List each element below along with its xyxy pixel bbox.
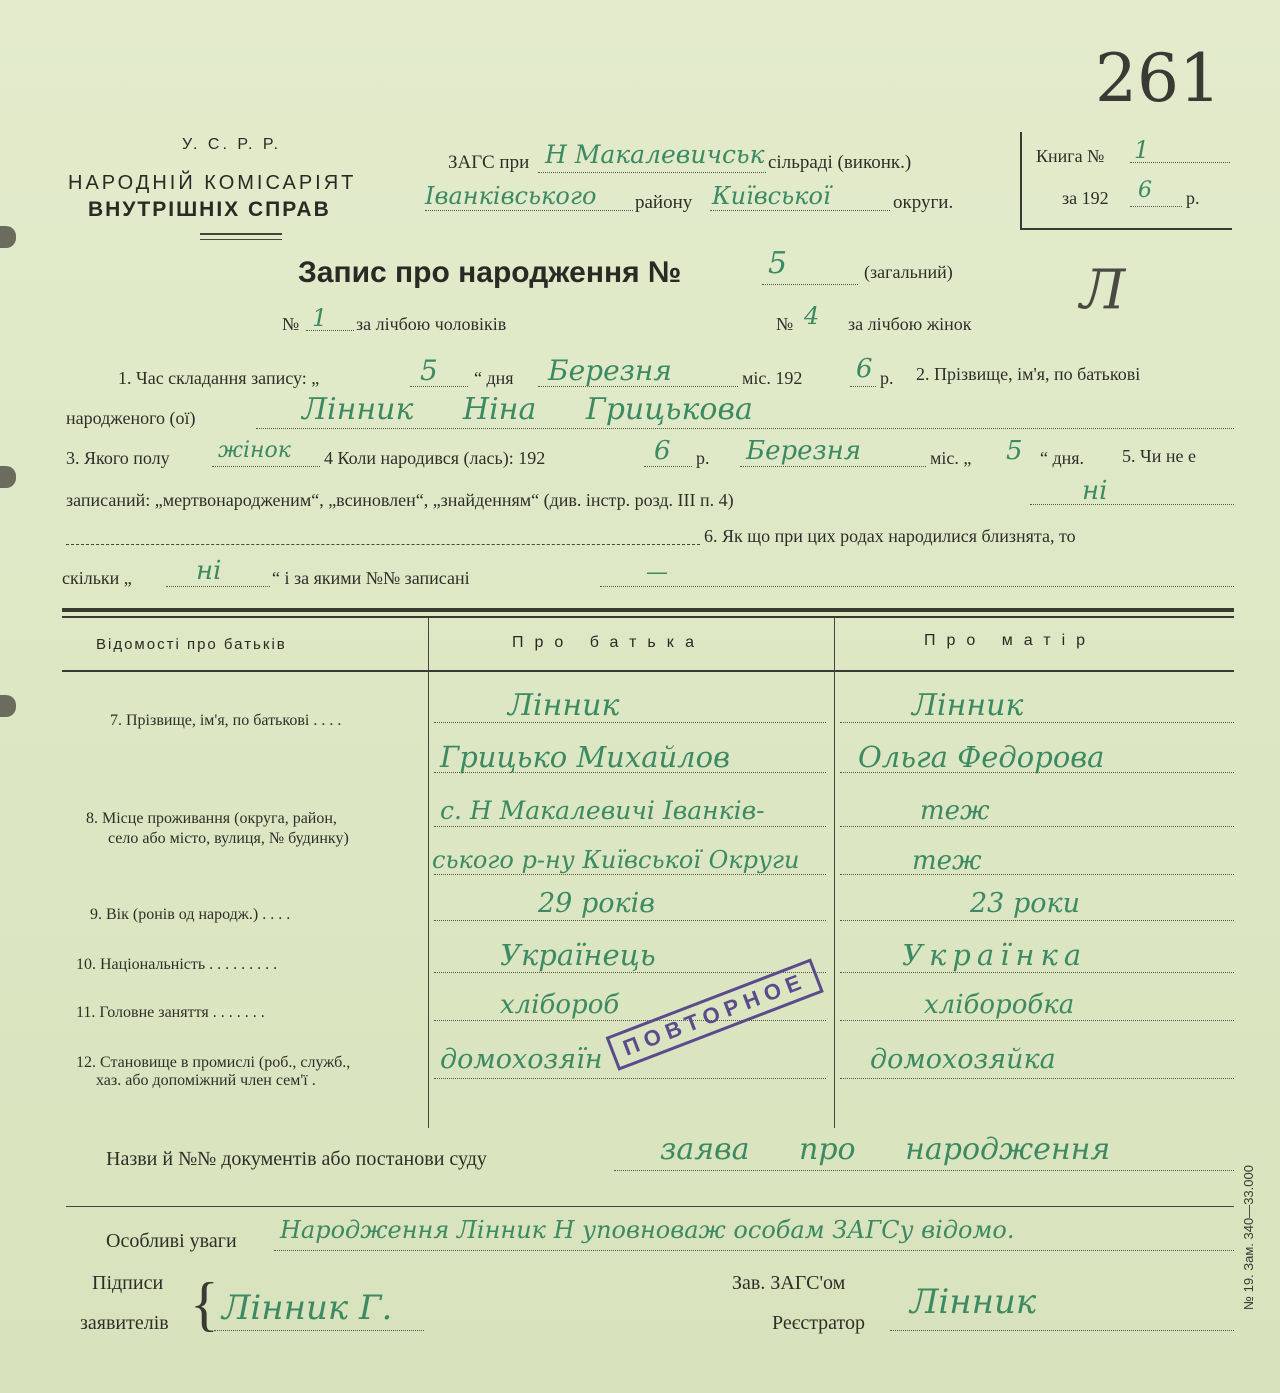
father-surname: Лінник bbox=[508, 688, 620, 723]
mother-surname: Лінник bbox=[912, 688, 1024, 723]
birth-day-label: “ дня. bbox=[1040, 448, 1085, 468]
dotted-line bbox=[840, 772, 1234, 773]
dotted-line bbox=[600, 586, 1234, 587]
dotted-line bbox=[538, 386, 738, 387]
father-address-1: с. Н Макалевичі Іванків- bbox=[440, 796, 765, 825]
applicant-signature: Лінник Г. bbox=[222, 1288, 393, 1328]
mother-nationality: Українка bbox=[902, 938, 1088, 972]
q6-line2-b: “ і за якими №№ записані bbox=[272, 568, 470, 588]
row8-label2: село або місто, вулиця, № будинку) bbox=[108, 830, 349, 847]
father-age: 29 років bbox=[538, 888, 655, 919]
men-prefix: № bbox=[282, 314, 300, 334]
dotted-line bbox=[762, 284, 858, 285]
dotted-line bbox=[214, 1330, 424, 1331]
birth-day: 5 bbox=[1006, 436, 1023, 466]
dotted-line bbox=[614, 1170, 1234, 1171]
row8-label: 8. Місце проживання (округа, район, bbox=[86, 810, 337, 827]
men-label: за лічбою чоловіків bbox=[356, 314, 507, 334]
row12-label: 12. Становище в промислі (роб., служб., bbox=[76, 1054, 351, 1071]
men-number: 1 bbox=[312, 304, 328, 332]
birth-month-label: міс. „ bbox=[930, 448, 972, 468]
archive-number: 261 bbox=[1095, 40, 1221, 117]
birth-month: Березня bbox=[746, 436, 862, 466]
q2-line2: народженого (ої) bbox=[66, 408, 196, 428]
q1-month: Березня bbox=[548, 354, 672, 387]
punch-hole bbox=[0, 695, 16, 717]
dotted-line bbox=[840, 722, 1234, 723]
dotted-line bbox=[710, 210, 890, 211]
row11-label: 11. Головне заняття . . . . . . . bbox=[76, 1004, 265, 1021]
dotted-line bbox=[840, 826, 1234, 827]
q6-count: ні bbox=[196, 556, 222, 586]
punch-hole bbox=[0, 226, 16, 248]
dotted-line bbox=[434, 1078, 826, 1079]
row7-label: 7. Прізвище, ім'я, по батькові . . . . bbox=[110, 712, 342, 729]
brace: { bbox=[190, 1271, 219, 1337]
father-name: Грицько Михайлов bbox=[440, 740, 730, 774]
dotted-line bbox=[538, 172, 766, 173]
q2-label: 2. Прізвище, ім'я, по батькові bbox=[916, 364, 1141, 384]
zags-prefix: ЗАГС при bbox=[448, 152, 530, 173]
row12-label2: хаз. або допоміжний член сем'ї . bbox=[96, 1072, 316, 1089]
child-name: Лінник Ніна Грицькова bbox=[302, 392, 753, 427]
zags-village: Н Макалевичськ bbox=[545, 140, 765, 169]
dotted-line bbox=[434, 722, 826, 723]
dotted-line bbox=[212, 466, 320, 467]
q1-year-label: р. bbox=[880, 368, 894, 388]
dotted-line bbox=[306, 330, 354, 331]
book-year-suffix: р. bbox=[1186, 188, 1200, 208]
dotted-line bbox=[890, 1330, 1234, 1331]
mother-occupation: хліборобка bbox=[924, 990, 1075, 1020]
q5-answer: ні bbox=[1082, 476, 1108, 506]
ministry-line1: НАРОДНІЙ КОМІСАРІЯТ bbox=[68, 172, 357, 194]
women-label: за лічбою жінок bbox=[848, 314, 972, 334]
notes-label: Особливі уваги bbox=[106, 1230, 237, 1252]
dotted-line bbox=[434, 874, 826, 875]
head-label: Зав. ЗАГС'ом bbox=[732, 1272, 846, 1294]
divider bbox=[66, 1206, 1234, 1207]
dotted-line bbox=[166, 586, 270, 587]
book-year-digit: 6 bbox=[1138, 178, 1152, 203]
district-name: Іванківського bbox=[425, 182, 597, 210]
dotted-line bbox=[740, 466, 926, 467]
q4-label: 4 Коли народився (лась): 192 bbox=[324, 448, 546, 468]
dotted-line bbox=[644, 466, 692, 467]
dotted-line bbox=[434, 920, 826, 921]
district-label: району bbox=[635, 192, 693, 213]
dotted-line bbox=[274, 1250, 1234, 1251]
dotted-line bbox=[1130, 206, 1182, 207]
row9-label: 9. Вік (ронів од народж.) . . . . bbox=[90, 906, 291, 923]
dotted-line bbox=[840, 1020, 1234, 1021]
dotted-line bbox=[840, 972, 1234, 973]
zags-suffix: сільраді (виконк.) bbox=[768, 152, 912, 173]
mother-address-2: теж bbox=[912, 846, 982, 876]
book-box bbox=[1020, 132, 1232, 230]
docs-label: Назви й №№ документів або постанови суду bbox=[106, 1148, 487, 1170]
sign-label-1: Підписи bbox=[92, 1272, 164, 1294]
registrar-signature: Лінник bbox=[910, 1282, 1037, 1322]
q1-year: 6 bbox=[856, 354, 873, 384]
q1-month-label: міс. 192 bbox=[742, 368, 803, 388]
mother-address-1: теж bbox=[920, 796, 990, 826]
table-header-rule bbox=[62, 670, 1234, 672]
q1-day: 5 bbox=[420, 354, 438, 387]
col2-header: Про батька bbox=[512, 634, 705, 651]
dotted-line bbox=[1130, 162, 1230, 163]
dotted-line bbox=[434, 772, 826, 773]
divider bbox=[200, 239, 282, 240]
q5-line2: записаний: „мертвонародженим“, „всиновлен“, „знайденням“ (див. інстр. розд. III п. 4) bbox=[66, 490, 734, 510]
table-divider bbox=[428, 618, 429, 1128]
q6-label: 6. Як що при цих родах народилися близнята, то bbox=[704, 526, 1076, 546]
okrug-label: округи. bbox=[893, 192, 954, 213]
ministry-line2: ВНУТРІШНІХ СПРАВ bbox=[88, 198, 331, 221]
mother-age: 23 роки bbox=[970, 888, 1080, 919]
father-nationality: Українець bbox=[500, 938, 656, 972]
registrar-label: Реєстратор bbox=[772, 1312, 866, 1334]
dotted-line bbox=[850, 386, 876, 387]
dotted-line bbox=[434, 826, 826, 827]
notes-value: Народження Лінник Н уповноваж особам ЗАГСу відомо. bbox=[280, 1216, 1015, 1244]
q3-label: 3. Якого полу bbox=[66, 448, 170, 468]
record-title: Запис про народження № bbox=[298, 256, 682, 289]
table-top-rule bbox=[62, 608, 1234, 612]
dotted-line bbox=[1030, 504, 1234, 505]
print-code: № 19. Зам. 340—33.000 bbox=[1240, 1165, 1256, 1310]
repeat-stamp: ПОВТОРНОЕ bbox=[606, 958, 825, 1071]
docs-value: заява про народження bbox=[660, 1132, 1111, 1167]
dotted-line bbox=[256, 428, 1234, 429]
sex: жінок bbox=[218, 438, 291, 463]
q6-line2-a: скільки „ bbox=[62, 568, 132, 588]
dotted-line bbox=[840, 920, 1234, 921]
women-prefix: № bbox=[776, 314, 794, 334]
dotted-line bbox=[410, 386, 468, 387]
birth-year: 6 bbox=[654, 436, 671, 466]
father-occupation: хлібороб bbox=[500, 990, 620, 1020]
dotted-line bbox=[425, 210, 633, 211]
ussr-label: У. С. Р. Р. bbox=[182, 136, 282, 153]
dotted-line bbox=[434, 1020, 826, 1021]
father-status: домохозяїн bbox=[440, 1044, 603, 1075]
women-number: 4 bbox=[804, 302, 820, 330]
table-divider bbox=[834, 618, 835, 1128]
q1-label: 1. Час складання запису: „ bbox=[118, 368, 320, 388]
book-year-prefix: за 192 bbox=[1062, 188, 1109, 208]
divider bbox=[200, 233, 282, 235]
dotted-line bbox=[840, 1078, 1234, 1079]
book-label: Книга № bbox=[1036, 146, 1105, 166]
col3-header: Про матір bbox=[924, 632, 1097, 649]
punch-hole bbox=[0, 466, 16, 488]
q5-label: 5. Чи не е bbox=[1122, 446, 1196, 466]
father-address-2: ського р-ну Київської Округи bbox=[432, 846, 800, 874]
record-number: 5 bbox=[768, 246, 788, 281]
q1-day-label: “ дня bbox=[474, 368, 514, 388]
mother-name: Ольга Федорова bbox=[858, 740, 1105, 774]
col1-header: Відомості про батьків bbox=[96, 636, 287, 653]
birth-year-label: р. bbox=[696, 448, 710, 468]
book-number: 1 bbox=[1134, 136, 1150, 164]
record-mark: Л bbox=[1080, 258, 1126, 321]
okrug-name: Київської bbox=[712, 182, 831, 210]
table-top-rule bbox=[62, 616, 1234, 618]
q6-numbers: — bbox=[646, 560, 668, 585]
dotted-line bbox=[840, 874, 1234, 875]
dashed-line bbox=[66, 544, 700, 545]
record-general-label: (загальний) bbox=[864, 262, 953, 282]
row10-label: 10. Національність . . . . . . . . . bbox=[76, 956, 278, 973]
mother-status: домохозяйка bbox=[870, 1044, 1056, 1075]
sign-label-2: заявителів bbox=[80, 1312, 169, 1334]
dotted-line bbox=[434, 972, 826, 973]
